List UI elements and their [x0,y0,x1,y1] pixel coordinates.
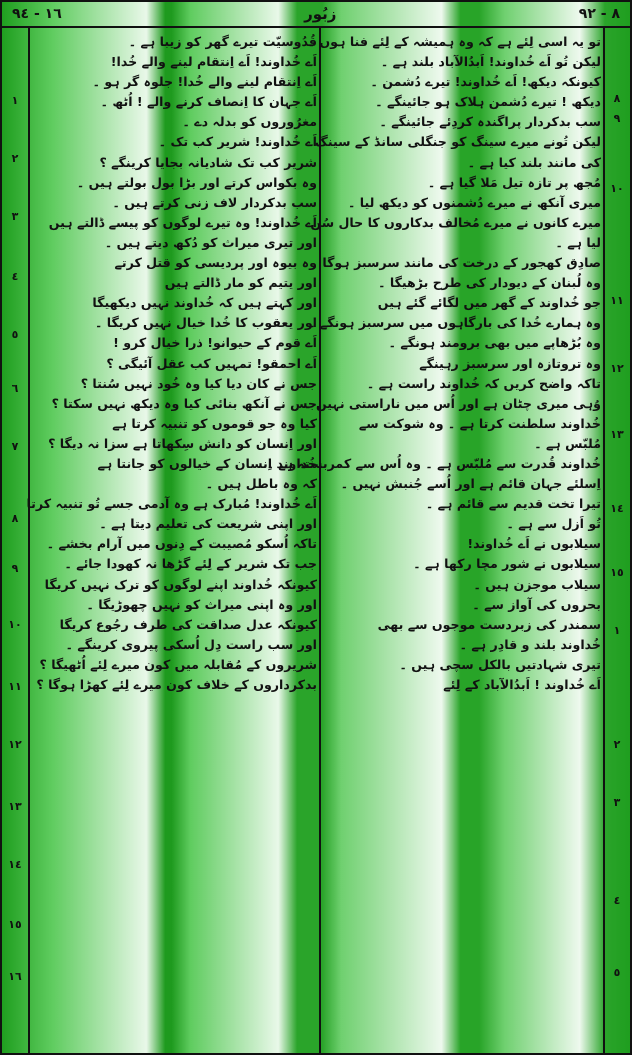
text-line: اَے خُداوند! اَے اِنتقام لینے والے خُدا! [110,54,317,70]
text-line: مُجھ پر تازہ تیل مَلا گیا ہے ۔ [427,174,601,190]
text-line: اور کہتے ہیں کہ خُداوند نہیں دیکھیگا [92,295,317,311]
verse-number: ٧ [11,440,19,453]
verse-number: ٦ [11,382,19,395]
verse-number: ٣ [11,210,19,223]
text-line: اَے احمقو! تمہیں کب عقل آئیگی ؟ [106,355,317,371]
text-line: صادِق کھجور کے درخت کی مانند سرسبز ہوگا ۔ [310,255,601,271]
text-line: کیونکہ خُداوند اپنے لوگوں کو ترک نہیں کریگا [44,576,317,592]
text-line: وہ ہمارے خُدا کی بارگاہوں میں سرسبز ہونگے ۔ [308,315,601,331]
text-line: جس نے کان دیا کیا وہ خُود نہیں سُنتا ؟ [80,375,317,391]
text-line: شریروں کے مُقابلہ میں کون میرے لِئے اُٹھیگا ؟ [39,656,317,672]
text-line: اور تیری میراث کو دُکھ دیتے ہیں ۔ [104,234,317,250]
text-line: سمندر کی زبردست موجوں سے بھی [377,616,601,632]
verse-number: ٢ [613,738,621,751]
text-line: اَے خُداوند! وہ تیرے لوگوں کو پیسے ڈالتے ہیں [48,214,317,230]
text-line: اور اپنی شریعت کی تعلیم دیتا ہے ۔ [99,516,317,532]
text-line: اَے اِنتقام لینے والے خُدا! جلوہ گر ہو ۔ [92,74,317,90]
text-line: وُہی میری چٹان ہے اور اُس میں ناراستی نہیں ۔ [304,395,601,411]
verse-number: ٣ [613,796,621,809]
text-line: سیلابوں نے اَے خُداوند! [467,536,601,552]
text-line: بدکرداروں کے خلاف کون میرے لِئے کھڑا ہوگا ؟ [36,677,317,692]
text-line: وہ تروتازہ اور سرسبز رہینگے [419,355,601,371]
verse-number: ١٣ [8,800,22,813]
verse-number: ٤ [613,894,621,907]
left-margin-divider [28,28,30,1053]
text-line: اور سب راست دِل اُسکی پیروی کرینگے ۔ [65,636,317,652]
text-line: وہ لُبنان کے دیودار کی طرح بڑھیگا ۔ [378,275,601,291]
verse-number: ٨ [11,512,19,525]
text-line: اِسلئے جہان قائم ہے اور اُسے جُنبش نہیں ۔ [340,476,601,492]
right-text-column [266,32,601,695]
text-line: لیکن تُونے میرے سینگ کو جنگلی سانڈ کے سینگ [314,134,601,150]
text-line: شریر کب تک شادیانہ بجایا کرینگے ؟ [99,154,317,170]
page-header [2,2,630,28]
text-line: تیرا تخت قدیم سے قائم ہے ۔ [425,496,601,512]
text-line: بحروں کی آواز سے ۔ [472,596,601,612]
text-line: میری آنکھ نے میرے دُشمنوں کو دیکھ لیا ۔ [348,194,601,210]
verse-number: ١٢ [610,362,624,375]
verse-number: ٩ [613,112,621,125]
text-line: تیری شہادتیں بالکل سچی ہیں ۔ [399,656,601,672]
text-line: لیا ہے ۔ [555,234,601,250]
center-divider [319,28,321,1053]
text-line: جب تک شریر کے لِئے گڑھا نہ کھودا جائے ۔ [64,556,317,572]
verse-number: ١ [613,624,621,637]
verse-number: ١٢ [8,738,22,751]
left-text-column [26,32,317,695]
text-line: لیکن تُو اَے خُداوند! اَبدُالآباد بلند ہے ۔ [380,54,601,70]
text-line: قُدُوسیّت تیرے گھر کو زیبا ہے ۔ [128,34,317,49]
text-line: مغرُوروں کو بدلہ دے ۔ [182,114,317,130]
text-line: جو خُداوند کے گھر میں لگائے گئے ہیں [377,295,601,311]
text-line: اَے قوم کے حیوانو! ذرا خیال کرو ! [113,335,317,351]
left-page-number: ١٦ - ٩٤ [12,6,62,22]
text-line: سیلاب موجزن ہیں ۔ [473,576,601,592]
text-line: وہ بکواس کرتے اور بڑا بول بولتے ہیں ۔ [76,174,317,190]
verse-number: ٢ [11,152,19,165]
text-line: وہ بُڑھاپے میں بھی برومند ہونگے ۔ [388,335,601,351]
verse-number: ٤ [11,270,19,283]
verse-number: ١٤ [610,502,624,515]
text-line: خُداوند سلطنت کرتا ہے ۔ وہ شوکت سے [358,415,601,431]
text-line: اَے جہان کا اِنصاف کرنے والے ! اُٹھ ۔ [100,94,317,110]
verse-number: ١١ [8,680,22,693]
text-line: تاکہ اُسکو مُصیبت کے دِنوں میں آرام بخشے ۔ [46,536,317,552]
text-line: کیونکہ دیکھ! اَے خُداوند! تیرے دُشمن ۔ [370,74,601,90]
verse-number: ٩ [11,562,19,575]
text-line: اور یتیم کو مار ڈالتے ہیں [164,275,317,291]
verse-number: ١٠ [8,618,22,631]
text-line: سیلابوں نے شور مچا رکھا ہے ۔ [413,556,601,572]
text-line: کہ وہ باطل ہیں ۔ [205,476,317,492]
text-line: سب بدکردار لاف زنی کرتے ہیں ۔ [112,194,317,210]
verse-number: ١٠ [610,182,624,195]
text-line: اور اِنسان کو دانش سِکھاتا ہے سزا نہ دیگا ؟ [48,435,317,451]
text-line: جس نے آنکھ بنائی کیا وہ دیکھ نہیں سکتا ؟ [51,395,317,411]
text-line: تُو اَزل سے ہے ۔ [506,516,601,532]
verse-number: ١٣ [610,428,624,441]
book-title: زبُور [304,5,337,23]
text-line: تاکہ واضح کریں کہ خُداوند راست ہے ۔ [366,375,601,391]
verse-number: ١١ [610,294,624,307]
text-line: تو یہ اسی لِئے ہے کہ وہ ہمیشہ کے لِئے فنا ہوں ۔ [307,34,601,49]
text-line: اَے خُداوند ! اَبدُالآباد کے لِئے [443,677,601,692]
text-line: سب بدکردار پراگندہ کردِئے جائینگے ۔ [379,114,601,130]
text-line: خُداوند اِنسان کے خیالوں کو جانتا ہے [97,455,317,471]
text-line: خُداوند بلند و قادِر ہے ۔ [459,636,601,652]
verse-number: ١٦ [8,970,22,983]
verse-number: ٥ [613,966,621,979]
text-line: اَے خُداوند! مُبارک ہے وہ آدمی جسے تُو تنبیہ کرتا [26,496,317,512]
text-line: کی مانند بلند کیا ہے ۔ [467,154,601,170]
text-line: کیا وہ جو قوموں کو تنبیہ کرتا ہے [112,415,317,431]
text-line: خُداوند قُدرت سے مُلبّس ہے ۔ وہ اُس سے کمربستہ ہے ۔ [266,455,601,471]
text-line: اَے خُداوند! شریر کب تک ۔ [158,134,317,150]
verse-number: ١٥ [8,918,22,931]
verse-number: ١٥ [610,566,624,579]
text-line: وہ بیوہ اور پردیسی کو قتل کرتے [114,255,317,271]
text-line: میرے کانوں نے میرے مُخالف بدکاروں کا حال سُن [310,214,601,230]
text-line: اور یعقوب کا خُدا خیال نہیں کریگا ۔ [94,315,317,331]
text-line: اور وہ اپنی میراث کو نہیں چھوڑیگا ۔ [86,596,317,612]
text-line: کیونکہ عدل صداقت کی طرف رجُوع کریگا [59,616,317,632]
verse-number: ٨ [613,92,621,105]
text-line: مُلبّس ہے ۔ [534,435,601,451]
verse-number: ١٤ [8,858,22,871]
text-line: دیکھ ! تیرے دُشمن ہلاک ہو جائینگے ۔ [375,94,601,110]
right-page-number: ٨ - ٩٢ [578,6,620,22]
verse-number: ٥ [11,328,19,341]
verse-number: ١ [11,94,19,107]
